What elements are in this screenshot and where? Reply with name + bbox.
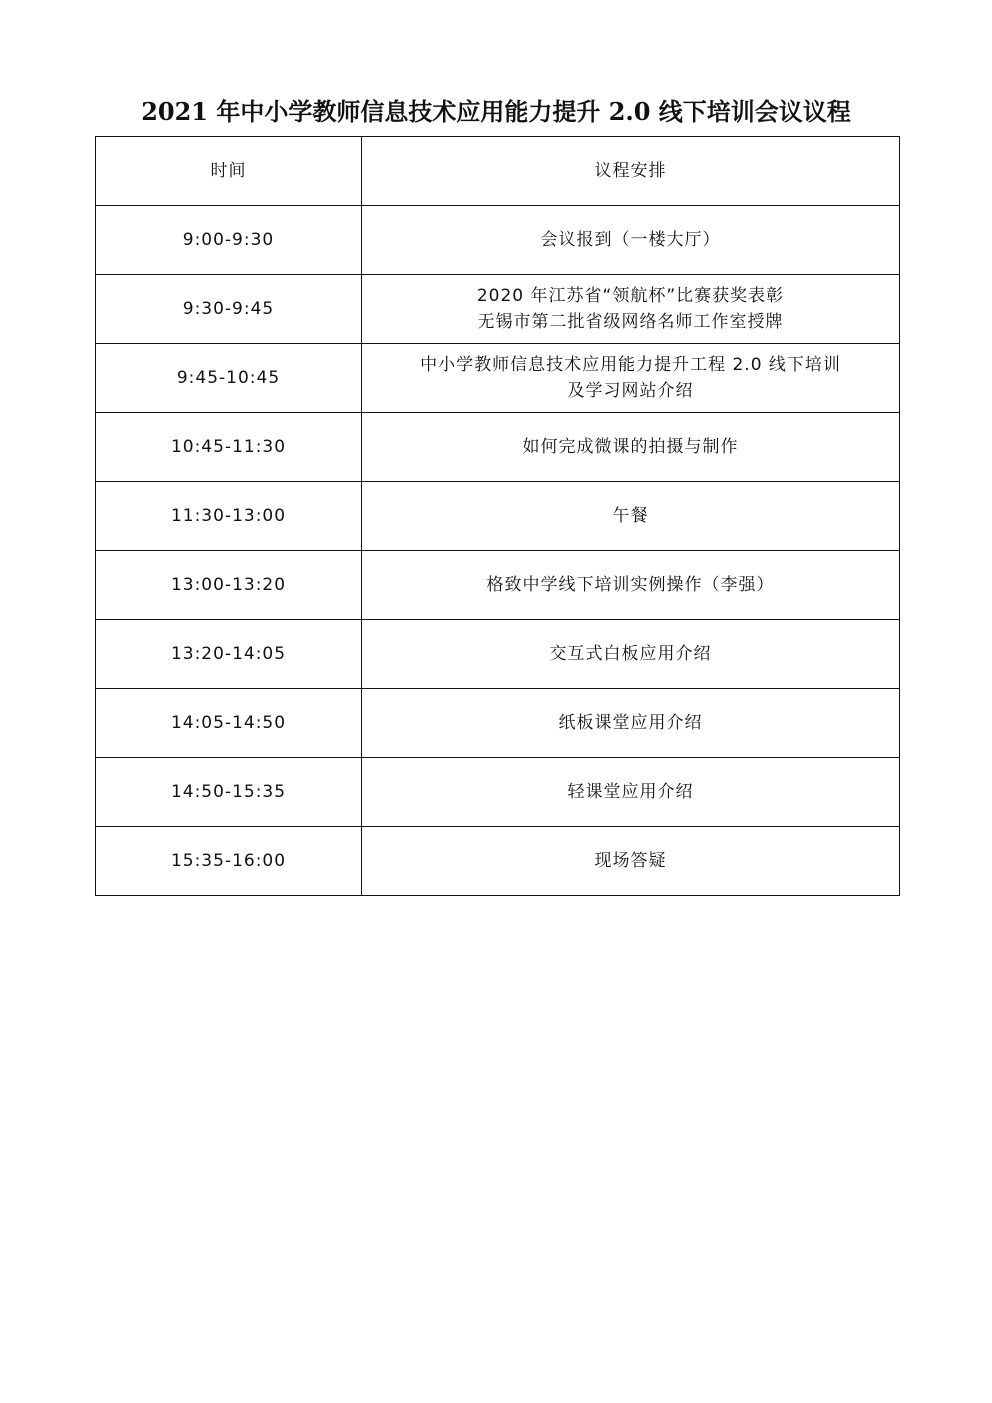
table-row <box>96 620 900 689</box>
time-cell <box>96 551 362 620</box>
agenda-cell <box>362 551 900 620</box>
table-row <box>96 206 900 275</box>
table-row <box>96 551 900 620</box>
agenda-text: 轻课堂应用介绍 <box>567 782 694 802</box>
agenda-text: 纸板课堂应用介绍 <box>558 713 703 733</box>
time-cell <box>96 758 362 827</box>
header-agenda-cell <box>362 137 900 206</box>
agenda-cell <box>362 344 900 413</box>
time-text: 14:05-14:50 <box>170 713 287 733</box>
agenda-cell <box>362 206 900 275</box>
time-text: 9:30-9:45 <box>182 299 275 319</box>
agenda-text: 现场答疑 <box>594 851 667 871</box>
agenda-cell <box>362 758 900 827</box>
agenda-text: 会议报到（一楼大厅） <box>540 230 721 250</box>
agenda-text: 2020 年江苏省“领航杯”比赛获奖表彰 无锡市第二批省级网络名师工作室授牌 <box>476 286 785 332</box>
table-row <box>96 827 900 896</box>
table-row <box>96 413 900 482</box>
time-cell <box>96 344 362 413</box>
agenda-cell <box>362 275 900 344</box>
time-text: 9:45-10:45 <box>176 368 281 388</box>
table-row <box>96 689 900 758</box>
agenda-cell <box>362 689 900 758</box>
time-cell <box>96 482 362 551</box>
time-cell <box>96 827 362 896</box>
time-text: 9:00-9:30 <box>182 230 275 250</box>
agenda-cell <box>362 413 900 482</box>
agenda-text: 格致中学线下培训实例操作（李强） <box>486 575 775 595</box>
time-cell <box>96 206 362 275</box>
agenda-text: 交互式白板应用介绍 <box>549 644 712 664</box>
table-row <box>96 275 900 344</box>
document-title: 2021 年中小学教师信息技术应用能力提升 2.0 线下培训会议议程 <box>141 97 851 127</box>
time-text: 10:45-11:30 <box>170 437 287 457</box>
header-agenda: 议程安排 <box>594 161 667 181</box>
time-text: 13:20-14:05 <box>170 644 287 664</box>
time-text: 15:35-16:00 <box>170 851 287 871</box>
table-row <box>96 344 900 413</box>
header-time: 时间 <box>210 161 247 181</box>
time-text: 14:50-15:35 <box>170 782 287 802</box>
table-row <box>96 482 900 551</box>
time-text: 11:30-13:00 <box>170 506 287 526</box>
time-cell <box>96 689 362 758</box>
agenda-text: 中小学教师信息技术应用能力提升工程 2.0 线下培训 及学习网站介绍 <box>420 355 841 401</box>
table-row <box>96 758 900 827</box>
time-text: 13:00-13:20 <box>170 575 287 595</box>
agenda-table <box>95 136 900 896</box>
time-cell <box>96 413 362 482</box>
time-cell <box>96 275 362 344</box>
agenda-text: 午餐 <box>612 506 649 526</box>
agenda-text: 如何完成微课的拍摄与制作 <box>522 437 739 457</box>
table-header-row <box>96 137 900 206</box>
agenda-cell <box>362 827 900 896</box>
agenda-cell <box>362 620 900 689</box>
header-time-cell <box>96 137 362 206</box>
time-cell <box>96 620 362 689</box>
agenda-cell <box>362 482 900 551</box>
